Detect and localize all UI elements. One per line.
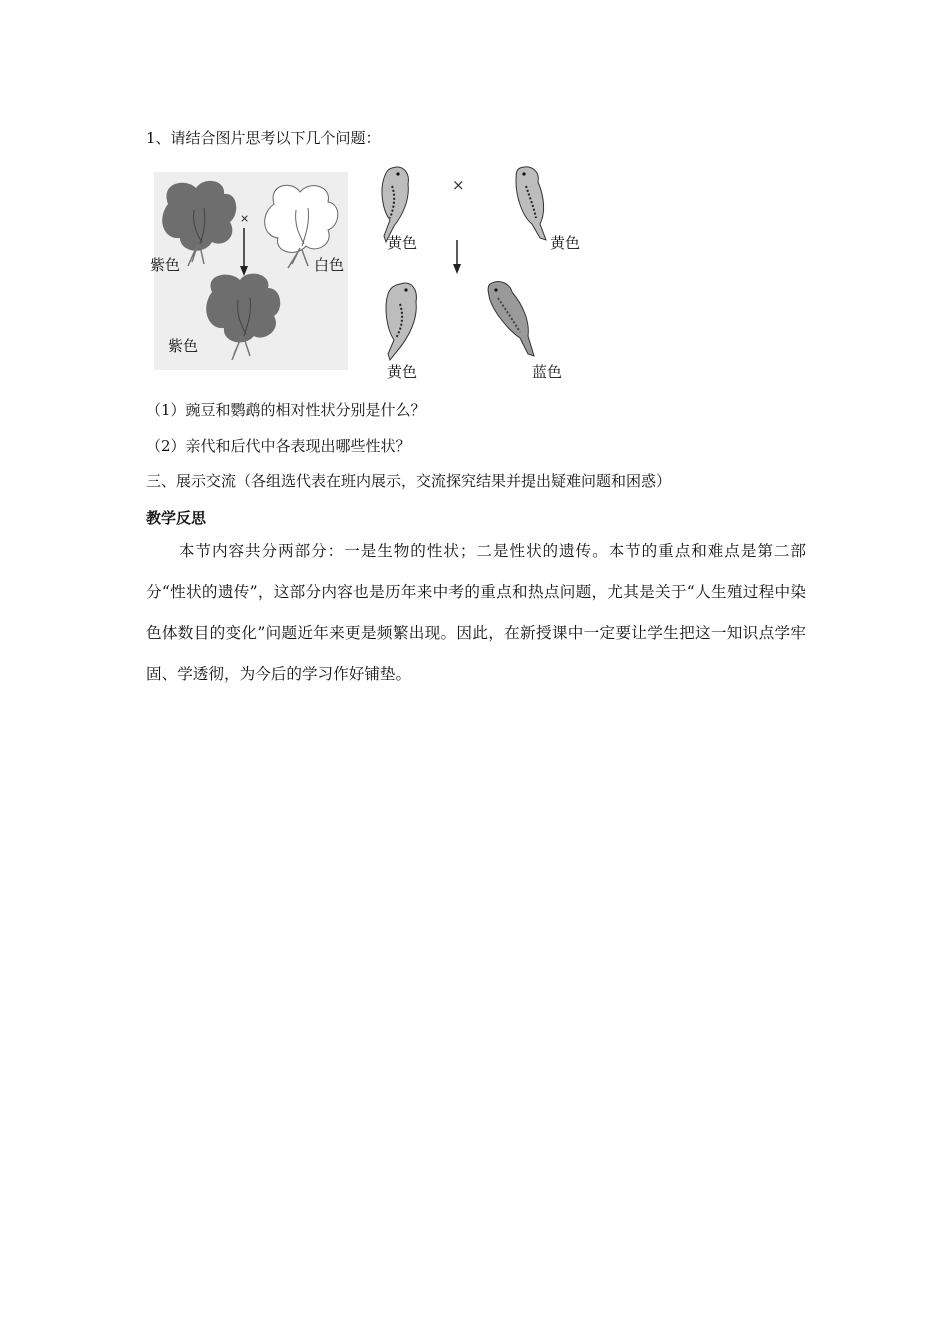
pea-cross-mark: ×	[240, 212, 250, 225]
yellow-parrot-parent-right-icon	[516, 167, 546, 240]
reflection-paragraph	[146, 531, 806, 695]
pea-parent-right-label: 白色	[314, 256, 345, 274]
parrot-parent-right-label: 黄色	[550, 234, 581, 252]
reflection-heading: 教学反思	[146, 509, 207, 527]
yellow-parrot-offspring-icon	[386, 283, 416, 360]
reflection-text: 本节内容共分两部分：一是生物的性状；二是性状的遗传。本节的重点和难点是第二部分“性状的遗传”，这部分内容也是历年来中考的重点和热点问题，尤其是关于“人生殖过程中染色体数目的变化”问题近年来更是频繁出现。因此，在新授课中一定要让学生把这一知识点学牢固、学透彻，为今后的学习作好铺垫。	[146, 542, 806, 683]
parrot-cross-mark: ×	[452, 176, 465, 194]
section-3-exchange: 三、展示交流（各组选代表在班内展示，交流探究结果并提出疑难问题和困惑）	[146, 472, 672, 490]
pea-offspring-label: 紫色	[168, 337, 199, 355]
question-intro: 1、请结合图片思考以下几个问题：	[146, 129, 381, 147]
parrot-parent-left-label: 黄色	[387, 234, 418, 252]
yellow-parrot-parent-icon	[382, 167, 408, 242]
sub-question-1: （1）豌豆和鹦鹉的相对性状分别是什么？	[146, 401, 426, 419]
blue-parrot-offspring-icon	[488, 282, 534, 356]
parrot-offspring-left-label: 黄色	[387, 363, 418, 381]
pea-parent-left-label: 紫色	[150, 256, 181, 274]
sub-question-2: （2）亲代和后代中各表现出哪些性状？	[146, 437, 411, 455]
parrot-cross-figure	[370, 160, 600, 370]
parrot-offspring-right-label: 蓝色	[532, 363, 563, 381]
